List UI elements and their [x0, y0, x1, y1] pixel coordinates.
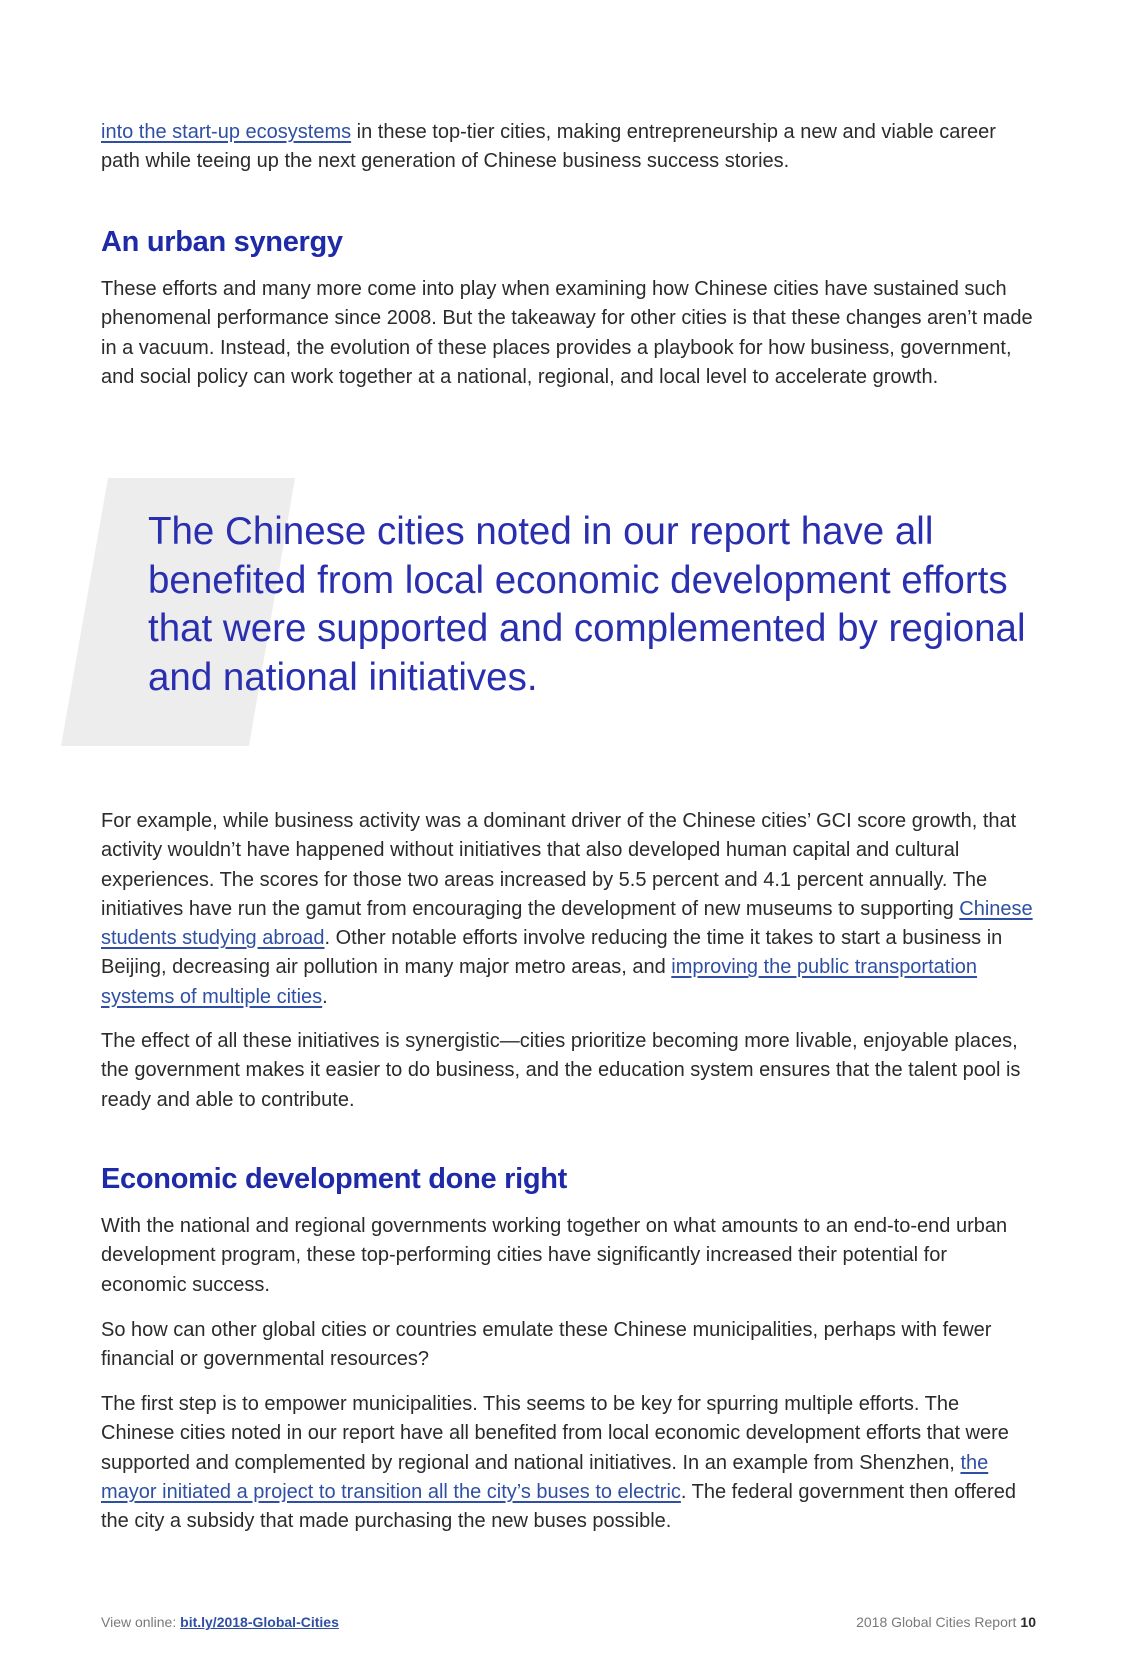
heading-economic-development: Economic development done right [101, 1163, 568, 1195]
economic-text-2: . The federal government then offered the city a subsidy that made purchasing the new buses possible. [101, 1480, 1016, 1533]
economic-paragraph-2: So how can other global cities or countries emulate these Chinese municipalities, perhaps with fewer financial or governmental resources? [101, 1319, 992, 1371]
heading-urban-synergy: An urban synergy [101, 226, 343, 258]
view-online-label: View online: [101, 1614, 181, 1630]
page-number: 10 [1020, 1614, 1036, 1630]
example-text-2: . Other notable efforts involve reducing the time it takes to start a business in Beijing, decreasing air pollution in many major metro areas, and [101, 927, 1003, 979]
example-text-1: For example, while business activity was a dominant driver of the Chinese cities’ GCI score growth, that activity wouldn’t have happened without initiatives that also developed human capital and cultural experiences. The scores for those two areas increased by 5.5 percent and 4.1 percent annually. The initiatives have run the gamut from encouraging the development of new museums to supporting [101, 810, 1017, 920]
economic-paragraph-1: With the national and regional governments working together on what amounts to an end-to-end urban development program, these top-performing cities have significantly increased their potential for economic success. [101, 1215, 1008, 1296]
economic-paragraph-3 [101, 1390, 1036, 1536]
link-start-up-ecosystems[interactable]: into the start-up ecosystems [101, 121, 352, 143]
link-public-transportation[interactable]: improving the public transportation systems of multiple cities [101, 956, 978, 1008]
link-chinese-students-abroad[interactable]: Chinese students studying abroad [101, 897, 1033, 950]
urban-synergy-paragraph: These efforts and many more come into play when examining how Chinese cities have sustained such phenomenal performance since 2008. But the takeaway for other cities is that these changes aren’t made in a vacuum. Instead, the evolution of these places provides a playbook for how business, government, and social policy can work together at a national, regional, and local level to accelerate growth. [101, 278, 1033, 388]
view-online-link[interactable]: bit.ly/2018-Global-Cities [180, 1614, 339, 1630]
example-paragraph [101, 807, 1036, 1012]
synergistic-paragraph: The effect of all these initiatives is synergistic—cities prioritize becoming more livable, enjoyable places, the government makes it easier to do business, and the education system ensures that the talent pool is ready and able to contribute. [101, 1030, 1021, 1111]
footer-report-info [856, 1614, 1036, 1630]
report-title: 2018 Global Cities Report [856, 1614, 1017, 1630]
intro-text: in these top-tier cities, making entrepreneurship a new and viable career path while teeing up the next generation of Chinese business success stories. [101, 121, 996, 173]
footer-view-online [101, 1614, 339, 1630]
pull-quote: The Chinese cities noted in our report have all benefited from local economic development efforts that were supported and complemented by regional and national initiatives. [148, 510, 1026, 699]
example-text-3: . [322, 985, 328, 1008]
link-shenzhen-electric-buses[interactable]: the mayor initiated a project to transition all the city’s buses to electric [101, 1451, 989, 1503]
economic-text-1: The first step is to empower municipalities. This seems to be key for spurring multiple efforts. The Chinese cities noted in our report have all benefited from local economic development efforts that were supported and complemented by regional and national initiatives. In an example from Shenzhen, [101, 1393, 1009, 1474]
